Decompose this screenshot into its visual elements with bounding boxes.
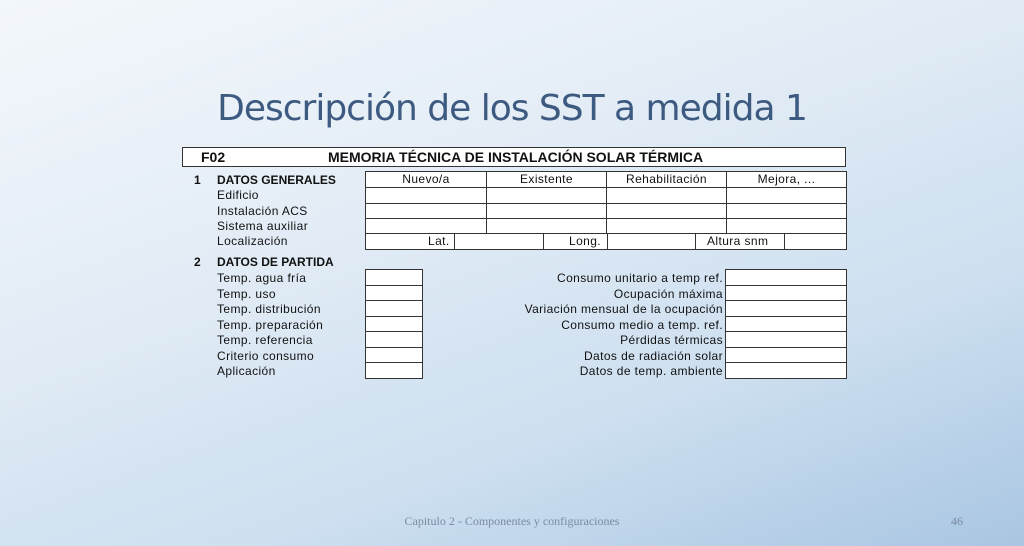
lat-input[interactable] (454, 233, 544, 250)
field-label-datos-temp-ambiente: Datos de temp. ambiente (579, 364, 723, 378)
field-label-consumo-unitario: Consumo unitario a temp ref. (557, 271, 723, 285)
input-temp-distribucion[interactable] (365, 300, 423, 317)
section2-heading: DATOS DE PARTIDA (217, 255, 334, 269)
input-edificio-existente[interactable] (486, 187, 607, 204)
field-label-datos-radiacion: Datos de radiación solar (583, 349, 723, 363)
input-aplicacion[interactable] (365, 362, 423, 379)
location-row (365, 233, 847, 250)
form-title: MEMORIA TÉCNICA DE INSTALACIÓN SOLAR TÉRMICA (328, 149, 704, 165)
altitude-label: Altura snm (707, 234, 769, 248)
field-label-temp-distribucion: Temp. distribución (217, 302, 321, 316)
col-header-rehabilitacion: Rehabilitación (606, 171, 727, 188)
input-edificio-nuevo[interactable] (365, 187, 487, 204)
field-label-perdidas-termicas: Pérdidas térmicas (620, 333, 723, 347)
col-header-nuevo: Nuevo/a (365, 171, 487, 188)
slide-footer: Capitulo 2 - Componentes y configuraciones (404, 514, 620, 528)
input-consumo-unitario[interactable] (725, 269, 847, 286)
input-temp-referencia[interactable] (365, 331, 423, 348)
slide-title: Descripción de los SST a medida 1 (217, 88, 807, 129)
col-header-existente: Existente (486, 171, 607, 188)
form-code: F02 (201, 149, 226, 165)
input-edificio-mejora[interactable] (726, 187, 847, 204)
lat-label: Lat. (428, 234, 450, 248)
input-perdidas-termicas[interactable] (725, 331, 847, 348)
field-label-temp-referencia: Temp. referencia (217, 333, 313, 347)
section1-number: 1 (194, 173, 201, 187)
row-label-localizacion: Localización (217, 234, 288, 248)
field-label-variacion-mensual: Variación mensual de la ocupación (524, 302, 723, 316)
row-label-instalacion-acs: Instalación ACS (217, 204, 308, 218)
field-label-consumo-medio: Consumo medio a temp. ref. (561, 318, 723, 332)
field-label-temp-preparacion: Temp. preparación (217, 318, 324, 332)
col-header-mejora: Mejora, ... (726, 171, 847, 188)
page-number: 46 (951, 514, 963, 528)
input-variacion-mensual[interactable] (725, 300, 847, 317)
long-label: Long. (569, 234, 602, 248)
input-datos-temp-ambiente[interactable] (725, 362, 847, 379)
field-label-temp-agua-fria: Temp. agua fría (217, 271, 307, 285)
long-input[interactable] (607, 233, 696, 250)
input-edificio-rehabilitacion[interactable] (606, 187, 727, 204)
field-label-aplicacion: Aplicación (217, 364, 276, 378)
field-label-temp-uso: Temp. uso (217, 287, 276, 301)
altitude-input[interactable] (784, 233, 847, 250)
form-header (182, 147, 846, 167)
field-label-criterio-consumo: Criterio consumo (217, 349, 315, 363)
section1-heading: DATOS GENERALES (217, 173, 336, 187)
input-temp-agua-fria[interactable] (365, 269, 423, 286)
section2-number: 2 (194, 255, 201, 269)
row-label-sistema-auxiliar: Sistema auxiliar (217, 219, 309, 233)
field-label-ocupacion-maxima: Ocupación máxima (613, 287, 723, 301)
row-label-edificio: Edificio (217, 188, 259, 202)
